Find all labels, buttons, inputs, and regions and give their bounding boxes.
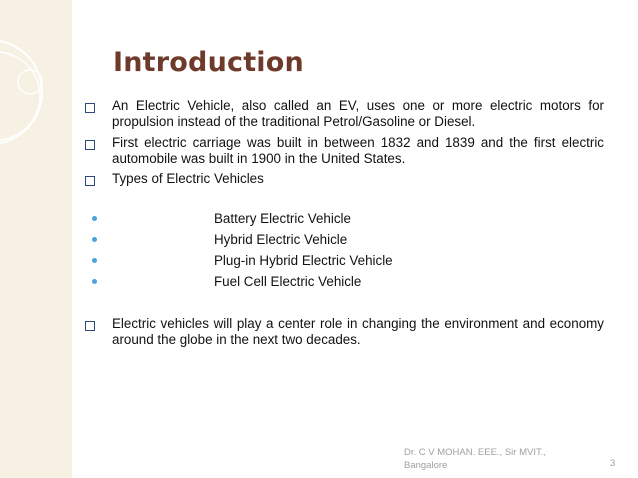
slide-number: 3 (610, 458, 616, 469)
square-bullet-icon (85, 321, 95, 331)
decorative-side-panel (0, 0, 72, 478)
bullet-closing: Electric vehicles will play a center role in changing the environment and economy around the globe in the next two decades. (112, 316, 604, 347)
round-bullet-icon (92, 216, 97, 221)
square-bullet-icon (85, 176, 95, 186)
round-bullet-icon (92, 258, 97, 263)
footer-author-line1: Dr. C V MOHAN. EEE., Sir MVIT., (404, 447, 546, 458)
footer-author (404, 446, 574, 472)
type-item: Hybrid Electric Vehicle (214, 232, 348, 247)
type-item: Fuel Cell Electric Vehicle (214, 274, 362, 289)
bullet-history: First electric carriage was built in between 1832 and 1839 and the first electric automobile was built in 1900 in the United States. (112, 135, 604, 166)
bullet-ev-definition: An Electric Vehicle, also called an EV, uses one or more electric motors for propulsion instead of the traditional Petrol/Gasoline or Diesel. (112, 98, 604, 129)
decorative-circles (0, 0, 72, 478)
type-item: Battery Electric Vehicle (214, 211, 351, 226)
round-bullet-icon (92, 279, 97, 284)
slide-title: Introduction (113, 47, 304, 78)
bullet-types-heading: Types of Electric Vehicles (112, 171, 264, 186)
round-bullet-icon (92, 237, 97, 242)
footer-author-line2: Bangalore (404, 460, 448, 471)
square-bullet-icon (85, 140, 95, 150)
square-bullet-icon (85, 103, 95, 113)
type-item: Plug-in Hybrid Electric Vehicle (214, 253, 393, 268)
